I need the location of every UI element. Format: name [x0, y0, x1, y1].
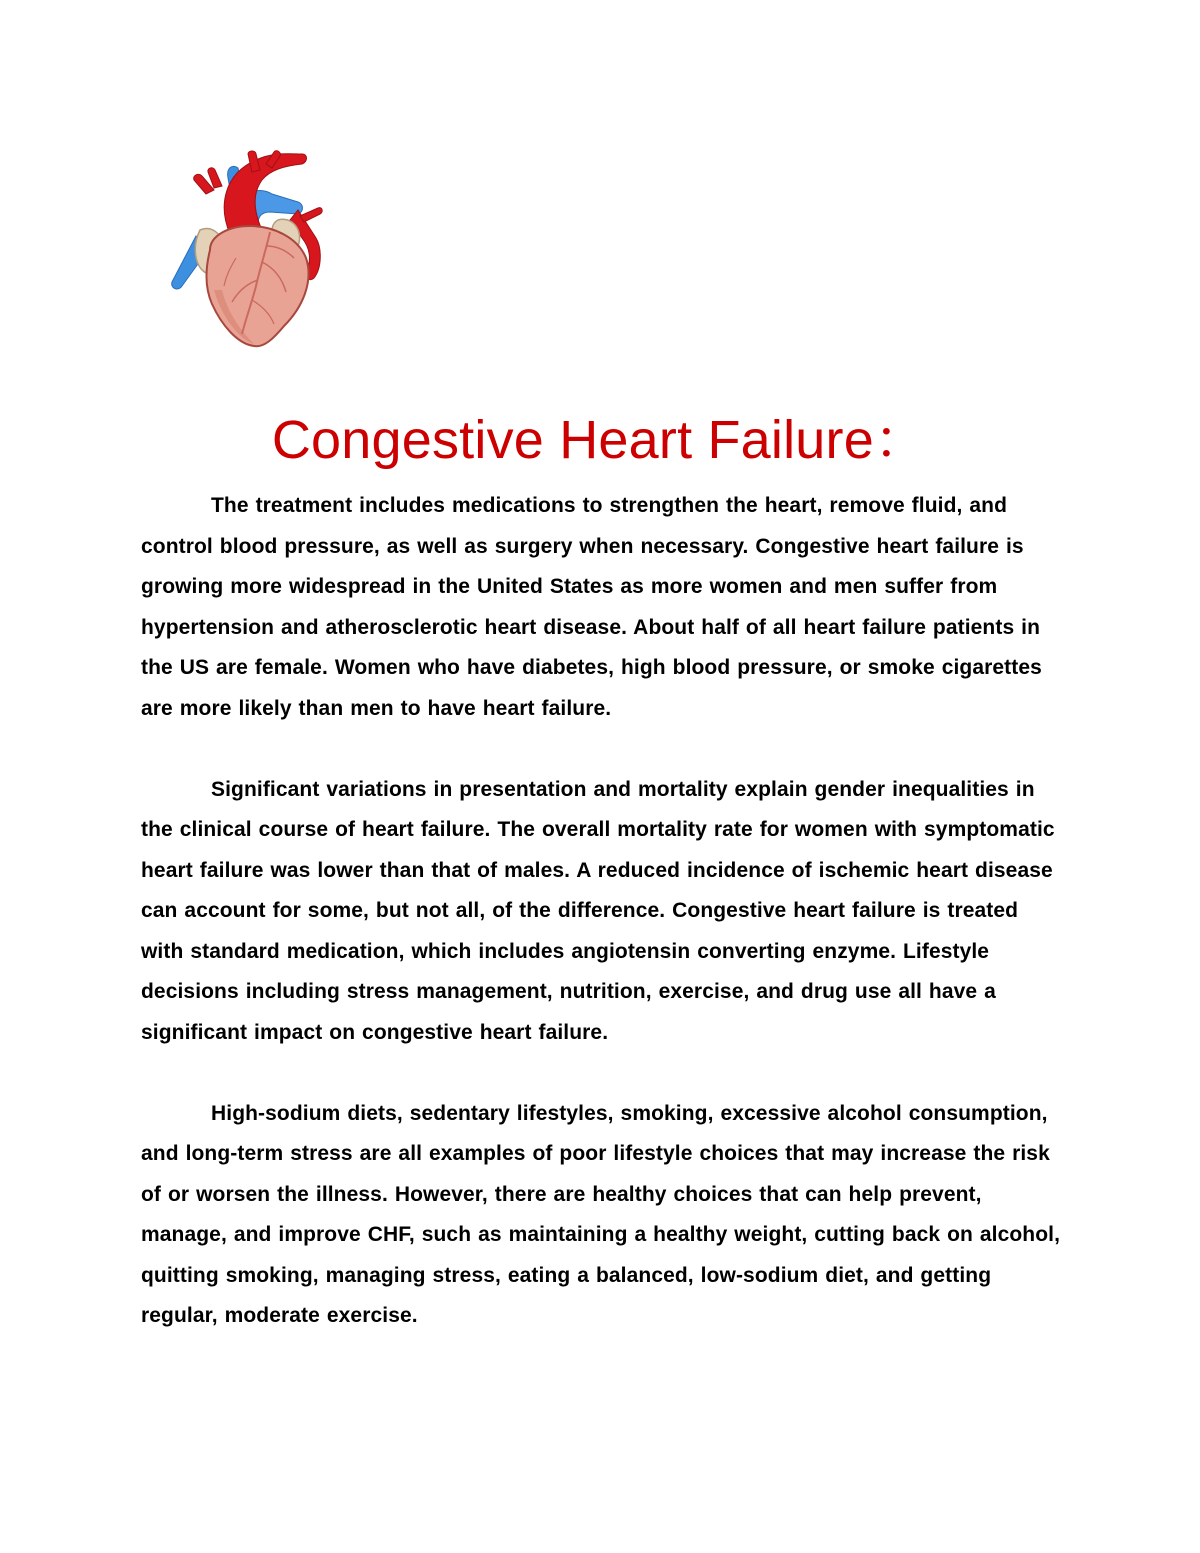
anatomical-heart-icon [166, 150, 326, 350]
paragraph-gender-variations: Significant variations in presentation and mortality explain gender inequalities in the clinical course of heart failure. The overall mortality rate for women with symptomatic heart failure was lower than that of males. A reduced incidence of ischemic heart disease can account for some, but not all, of the difference. Congestive heart failure is treated with standard medication, which includes angiotensin converting enzyme. Lifestyle decisions including stress management, nutrition, exercise, and drug use all have a significant impact on congestive heart failure. [141, 777, 1055, 1044]
paragraph-treatment: The treatment includes medications to strengthen the heart, remove fluid, and control blood pressure, as well as surgery when necessary. Congestive heart failure is growing more widespread in the United States as more women and men suffer from hypertension and atherosclerotic heart disease. About half of all heart failure patients in the US are female. Women who have diabetes, high blood pressure, or smoke cigarettes are more likely than men to have heart failure. [141, 494, 1042, 720]
document-title: Congestive Heart Failure： [271, 410, 929, 470]
paragraph-lifestyle: High-sodium diets, sedentary lifestyles, smoking, excessive alcohol consumption, and long-term stress are all examples of poor lifestyle choices that may increase the risk of or worsen the illness. However, there are healthy choices that can help prevent, manage, and improve CHF, such as maintaining a healthy weight, cutting back on alcohol, quitting smoking, managing stress, eating a balanced, low-sodium diet, and getting regular, moderate exercise. [141, 1101, 1061, 1327]
document-body [141, 486, 1066, 1377]
